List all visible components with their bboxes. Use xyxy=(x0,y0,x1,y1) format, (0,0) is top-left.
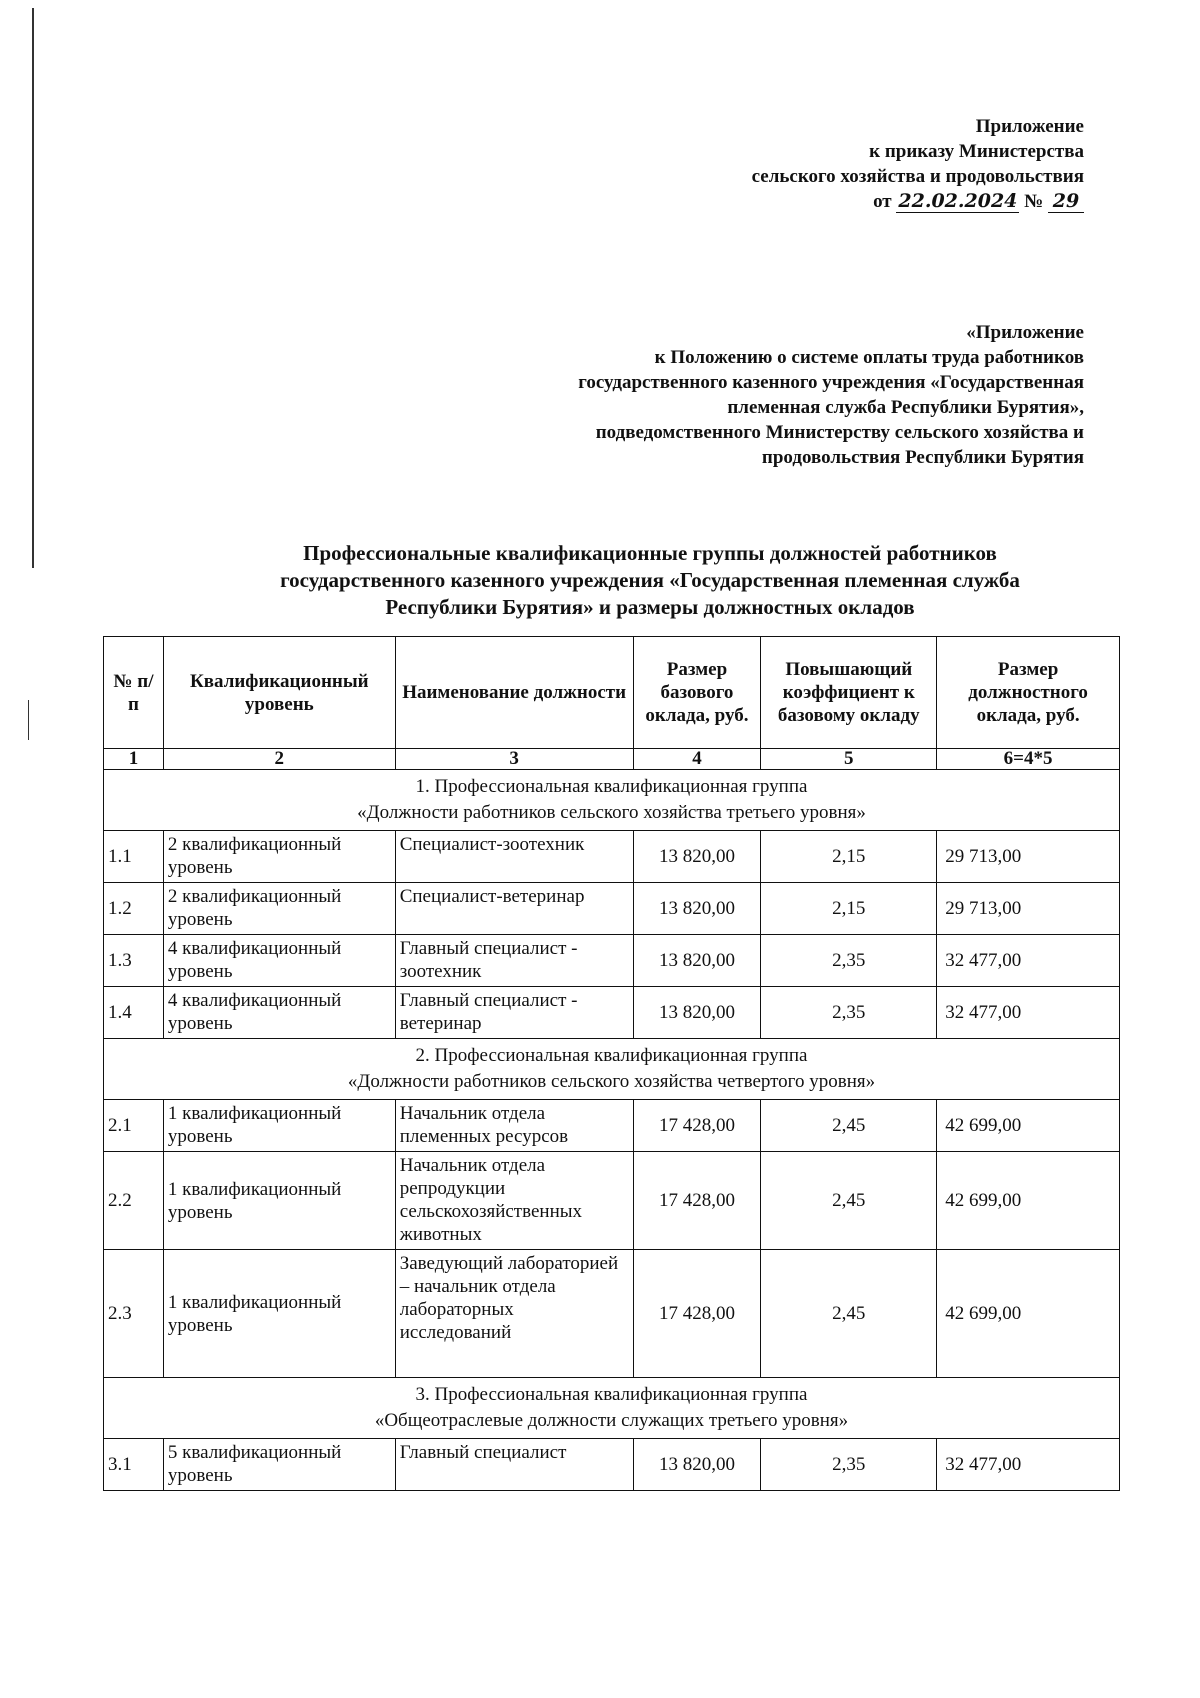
group-header-row xyxy=(104,1039,1120,1100)
qualification-level: 2 квалификационный уровень xyxy=(163,831,395,883)
table-row xyxy=(104,1100,1120,1152)
column-number: 2 xyxy=(163,749,395,770)
position-name: Специалист-ветеринар xyxy=(395,883,633,935)
qualification-level: 4 квалификационный уровень xyxy=(163,987,395,1039)
group-title xyxy=(104,1039,1120,1100)
group-title-line: «Общеотраслевые должности служащих третьего уровня» xyxy=(374,1410,849,1431)
table-row xyxy=(104,883,1120,935)
salary-table xyxy=(103,636,1120,1491)
qualification-level: 1 квалификационный уровень xyxy=(163,1152,395,1250)
position-name: Главный специалист xyxy=(395,1439,633,1491)
approval-line-1: Приложение xyxy=(975,116,1084,137)
base-salary: 13 820,00 xyxy=(633,935,761,987)
table-row xyxy=(104,1439,1120,1491)
position-name: Главный специалист - зоотехник xyxy=(395,935,633,987)
position-name: Главный специалист - ветеринар xyxy=(395,987,633,1039)
approval-line-3: сельского хозяйства и продовольствия xyxy=(751,166,1084,187)
position-salary: 32 477,00 xyxy=(937,1439,1120,1491)
group-title-line: «Должности работников сельского хозяйства четвертого уровня» xyxy=(347,1071,876,1092)
group-title-line: 3. Профессиональная квалификационная группа xyxy=(415,1384,808,1405)
row-number: 1.1 xyxy=(104,831,164,883)
base-salary: 17 428,00 xyxy=(633,1250,761,1378)
row-number: 1.2 xyxy=(104,883,164,935)
date-prefix: от xyxy=(873,191,892,212)
group-title-line: «Должности работников сельского хозяйства третьего уровня» xyxy=(357,802,866,823)
position-name: Начальник отдела племенных ресурсов xyxy=(395,1100,633,1152)
position-name: Начальник отдела репродукции сельскохозяйственных животных xyxy=(395,1152,633,1250)
column-number: 5 xyxy=(761,749,937,770)
position-salary: 42 699,00 xyxy=(937,1100,1120,1152)
column-number: 6=4*5 xyxy=(937,749,1120,770)
qualification-level: 4 квалификационный уровень xyxy=(163,935,395,987)
table-row xyxy=(104,987,1120,1039)
coefficient: 2,15 xyxy=(761,883,937,935)
position-salary: 29 713,00 xyxy=(937,883,1120,935)
group-title xyxy=(104,1378,1120,1439)
coefficient: 2,35 xyxy=(761,935,937,987)
position-name: Специалист-зоотехник xyxy=(395,831,633,883)
regulation-line-6: продовольствия Республики Бурятия xyxy=(761,447,1084,468)
position-salary: 42 699,00 xyxy=(937,1250,1120,1378)
column-number: 3 xyxy=(395,749,633,770)
position-salary: 32 477,00 xyxy=(937,987,1120,1039)
header-position: Наименование должности xyxy=(395,637,633,749)
handwritten-date: 22.02.2024 xyxy=(898,190,1018,212)
coefficient: 2,15 xyxy=(761,831,937,883)
group-header-row xyxy=(104,1378,1120,1439)
coefficient: 2,35 xyxy=(761,987,937,1039)
approval-header xyxy=(752,114,1084,214)
header-qualification-level: Квалификационный уровень xyxy=(163,637,395,749)
row-number: 2.2 xyxy=(104,1152,164,1250)
base-salary: 13 820,00 xyxy=(633,883,761,935)
position-salary: 42 699,00 xyxy=(937,1152,1120,1250)
header-coefficient: Повышающий коэффициент к базовому окладу xyxy=(761,637,937,749)
coefficient: 2,45 xyxy=(761,1100,937,1152)
column-number: 4 xyxy=(633,749,761,770)
regulation-line-1: «Приложение xyxy=(966,322,1084,343)
table-row xyxy=(104,935,1120,987)
column-numbers-row xyxy=(104,749,1120,770)
group-title-line: 2. Профессиональная квалификационная группа xyxy=(415,1045,808,1066)
regulation-line-2: к Положению о системе оплаты труда работников xyxy=(654,347,1084,368)
regulation-line-3: государственного казенного учреждения «Государственная xyxy=(578,372,1084,393)
coefficient: 2,35 xyxy=(761,1439,937,1491)
approval-line-2: к приказу Министерства xyxy=(869,141,1084,162)
regulation-line-5: подведомственного Министерству сельского хозяйства и xyxy=(595,422,1084,443)
table-row xyxy=(104,831,1120,883)
column-number: 1 xyxy=(104,749,164,770)
position-salary: 32 477,00 xyxy=(937,935,1120,987)
title-line-2: государственного казенного учреждения «Государственная племенная служба xyxy=(280,568,1020,592)
position-salary: 29 713,00 xyxy=(937,831,1120,883)
qualification-level: 1 квалификационный уровень xyxy=(163,1250,395,1378)
base-salary: 17 428,00 xyxy=(633,1100,761,1152)
group-title xyxy=(104,770,1120,831)
number-label: № xyxy=(1024,191,1044,212)
regulation-header xyxy=(578,320,1084,470)
base-salary: 13 820,00 xyxy=(633,1439,761,1491)
scan-margin-mark xyxy=(28,700,29,740)
header-number: № п/п xyxy=(104,637,164,749)
document-title xyxy=(170,540,1130,621)
table-row xyxy=(104,1250,1120,1378)
base-salary: 13 820,00 xyxy=(633,987,761,1039)
base-salary: 17 428,00 xyxy=(633,1152,761,1250)
row-number: 1.4 xyxy=(104,987,164,1039)
header-base-salary: Размер базового оклада, руб. xyxy=(633,637,761,749)
header-salary: Размер должностного оклада, руб. xyxy=(937,637,1120,749)
regulation-line-4: племенная служба Республики Бурятия», xyxy=(727,397,1084,418)
title-line-1: Профессиональные квалификационные группы должностей работников xyxy=(303,541,997,565)
row-number: 2.3 xyxy=(104,1250,164,1378)
qualification-level: 1 квалификационный уровень xyxy=(163,1100,395,1152)
base-salary: 13 820,00 xyxy=(633,831,761,883)
qualification-level: 5 квалификационный уровень xyxy=(163,1439,395,1491)
qualification-level: 2 квалификационный уровень xyxy=(163,883,395,935)
group-header-row xyxy=(104,770,1120,831)
scan-margin-line xyxy=(32,8,34,568)
row-number: 3.1 xyxy=(104,1439,164,1491)
title-line-3: Республики Бурятия» и размеры должностных окладов xyxy=(385,595,915,619)
row-number: 2.1 xyxy=(104,1100,164,1152)
table-row xyxy=(104,1152,1120,1250)
coefficient: 2,45 xyxy=(761,1250,937,1378)
handwritten-number: 29 xyxy=(1048,191,1084,213)
row-number: 1.3 xyxy=(104,935,164,987)
coefficient: 2,45 xyxy=(761,1152,937,1250)
approval-date-line xyxy=(752,189,1084,214)
position-name: Заведующий лабораторией – начальник отдела лабораторных исследований xyxy=(395,1250,633,1378)
group-title-line: 1. Профессиональная квалификационная группа xyxy=(415,776,808,797)
